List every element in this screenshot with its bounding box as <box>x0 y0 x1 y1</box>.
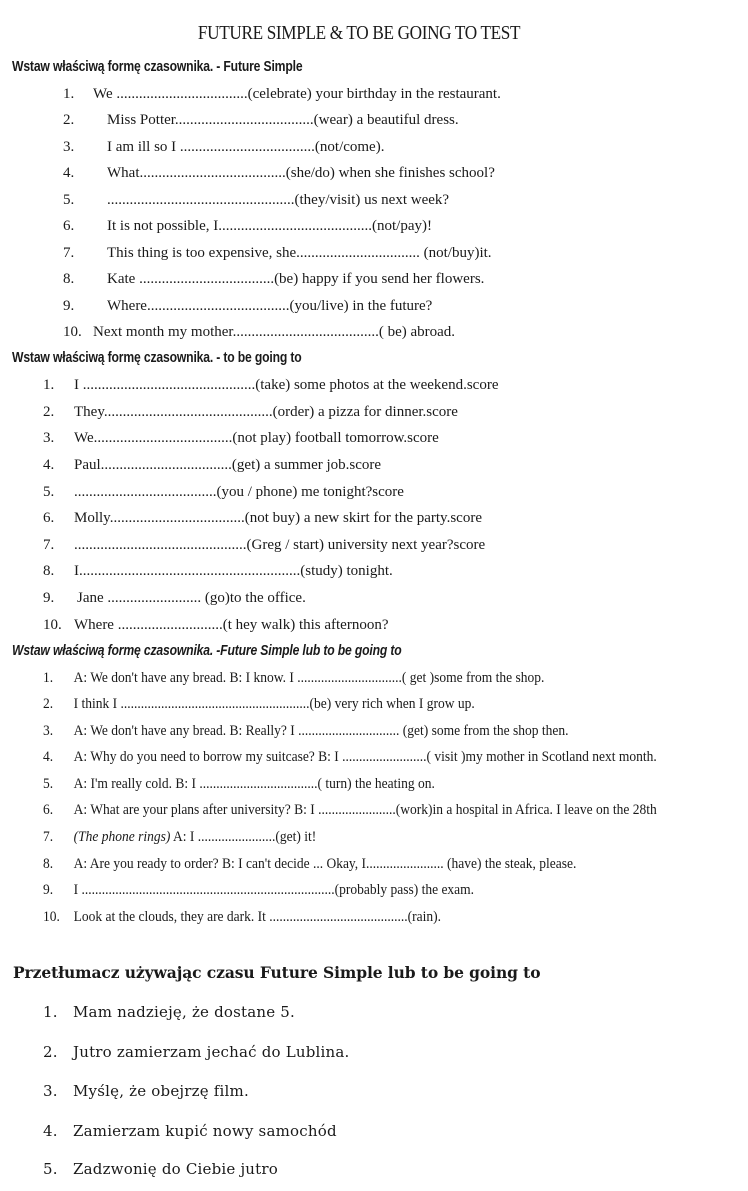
item-number: 5. <box>43 776 54 792</box>
item-number: 5. <box>43 1160 58 1178</box>
item-text: A: I .......................(get) it! <box>170 829 317 845</box>
item-text: Paul...................................(get) a summer job.score <box>74 457 382 473</box>
item-text: We.....................................(not play) football tomorrow.score <box>74 430 439 446</box>
item-number: 3. <box>43 723 54 739</box>
item-number: 7. <box>63 245 75 261</box>
item-text: ..............................................(Greg / start) university next year?score <box>74 537 486 553</box>
item-number: 10. <box>43 617 62 633</box>
item-text: ..................................................(they/visit) us next week? <box>107 192 450 208</box>
item-number: 9. <box>63 298 75 314</box>
page-title: FUTURE SIMPLE & TO BE GOING TO TEST <box>197 22 521 44</box>
item-text: A: We don't have any bread. B: Really? I .............................. (get) some from the shop then. <box>73 723 569 739</box>
item-text: Myślę, że obejrzę film. <box>73 1082 249 1100</box>
item-text: Zamierzam kupić nowy samochód <box>73 1122 337 1140</box>
item-text: Where......................................(you/live) in the future? <box>107 298 433 314</box>
section-heading-mixed: Wstaw właściwą formę czasownika. -Future Simple lub to be going to <box>12 643 402 659</box>
item-number: 1. <box>43 670 54 686</box>
item-text: I ..............................................(take) some photos at the weekend.score <box>74 377 499 393</box>
item-number: 2. <box>63 112 75 128</box>
section-heading-translate: Przetłumacz używając czasu Future Simple lub to be going to <box>13 963 541 982</box>
item-number: 5. <box>63 192 75 208</box>
item-text: A: Why do you need to borrow my suitcase? B: I .........................( visit )my mother in Scotland next month. <box>73 749 657 765</box>
item-number: 4. <box>43 457 55 473</box>
item-number: 7. <box>43 537 55 553</box>
section-heading-future-simple: Wstaw właściwą formę czasownika. - Future Simple <box>12 59 303 75</box>
item-text: Next month my mother.......................................( be) abroad. <box>93 324 456 340</box>
item-number: 1. <box>63 86 75 102</box>
item-text: Miss Potter.....................................(wear) a beautiful dress. <box>107 112 459 128</box>
item-text: I...........................................................(study) tonight. <box>74 563 393 579</box>
item-number: 4. <box>43 1122 58 1140</box>
item-number: 3. <box>43 430 55 446</box>
item-text: Zadzwonię do Ciebie jutro <box>73 1160 278 1178</box>
item-text: Jane ......................... (go)to the office. <box>77 590 306 606</box>
item-number: 9. <box>43 590 55 606</box>
item-text: Mam nadzieję, że dostane 5. <box>73 1003 296 1021</box>
item-text: I think I ........................................................(be) very rich when I grow up. <box>73 696 475 712</box>
item-text: A: What are your plans after university? B: I .......................(work)in a hospital in Africa. I leave on the 28th <box>73 802 657 818</box>
item-number: 2. <box>43 404 55 420</box>
item-number: 8. <box>43 856 54 872</box>
item-text: A: We don't have any bread. B: I know. I ...............................( get )some from the shop. <box>73 670 545 686</box>
item-text: Kate ....................................(be) happy if you send her flowers. <box>107 271 485 287</box>
item-number: 8. <box>43 563 55 579</box>
item-number: 9. <box>43 882 54 898</box>
item-text: ......................................(you / phone) me tonight?score <box>74 484 404 500</box>
item-number: 4. <box>63 165 75 181</box>
item-text: A: I'm really cold. B: I ...................................( turn) the heating on. <box>73 776 435 792</box>
item-number: 6. <box>43 510 55 526</box>
item-number: 3. <box>43 1082 58 1100</box>
item-number: 1. <box>43 1003 58 1021</box>
item-text: This thing is too expensive, she................................. (not/buy)it. <box>107 245 492 261</box>
item-text: Jutro zamierzam jechać do Lublina. <box>73 1043 350 1061</box>
item-text: Look at the clouds, they are dark. It .........................................(rain). <box>73 909 442 925</box>
item-number: 7. <box>43 829 54 845</box>
item-text: What.......................................(she/do) when she finishes school? <box>107 165 495 181</box>
item-number: 1. <box>43 377 55 393</box>
item-number: 10. <box>43 909 60 925</box>
item-number: 4. <box>43 749 54 765</box>
item-text: It is not possible, I.........................................(not/pay)! <box>107 218 432 234</box>
item-number: 5. <box>43 484 55 500</box>
section-heading-going-to: Wstaw właściwą formę czasownika. - to be going to <box>12 350 302 366</box>
item-number: 2. <box>43 696 54 712</box>
item-number: 10. <box>63 324 82 340</box>
item-number: 6. <box>43 802 54 818</box>
item-number: 8. <box>63 271 75 287</box>
item-number: 6. <box>63 218 75 234</box>
item-text: I am ill so I ....................................(not/come). <box>107 139 385 155</box>
item-text: I ...........................................................................(probably pass) the exam. <box>73 882 475 898</box>
item-text: Molly....................................(not buy) a new skirt for the party.score <box>74 510 482 526</box>
item-text: They.............................................(order) a pizza for dinner.score <box>74 404 458 420</box>
item-text: A: Are you ready to order? B: I can't decide ... Okay, I....................... (have) the steak, please. <box>73 856 577 872</box>
item-text: Where ............................(t hey walk) this afternoon? <box>74 617 389 633</box>
item-number: 2. <box>43 1043 58 1061</box>
item-number: 3. <box>63 139 75 155</box>
item-text: We ...................................(celebrate) your birthday in the restaurant. <box>93 86 501 102</box>
item-stage-direction: (The phone rings) <box>73 829 171 845</box>
